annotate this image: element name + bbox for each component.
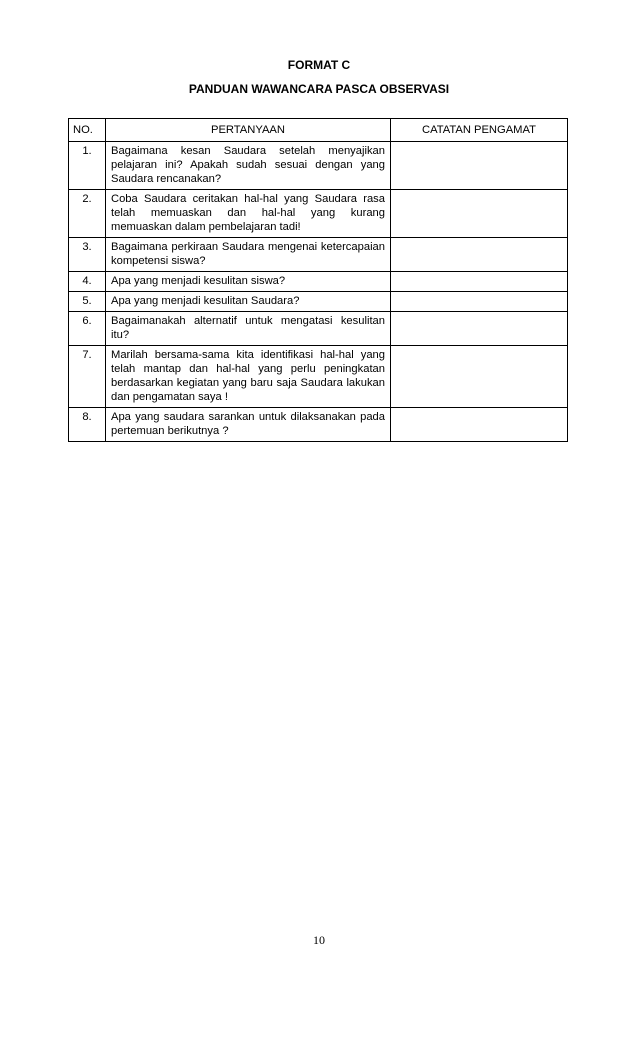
row-question: Apa yang saudara sarankan untuk dilaksanakan pada pertemuan berikutnya ? <box>106 408 391 442</box>
row-note[interactable] <box>391 346 568 408</box>
row-note[interactable] <box>391 312 568 346</box>
page-number: 10 <box>313 933 325 947</box>
row-note[interactable] <box>391 408 568 442</box>
row-number: 4. <box>69 272 106 292</box>
row-number: 7. <box>69 346 106 408</box>
row-number: 5. <box>69 292 106 312</box>
row-number: 1. <box>69 142 106 190</box>
row-note[interactable] <box>391 190 568 238</box>
header-pertanyaan: PERTANYAAN <box>106 119 391 142</box>
row-note[interactable] <box>391 292 568 312</box>
format-label: FORMAT C <box>287 58 351 72</box>
table-row <box>69 272 568 292</box>
row-number: 8. <box>69 408 106 442</box>
row-question: Apa yang menjadi kesulitan siswa? <box>106 272 391 292</box>
header-no: NO. <box>69 119 106 142</box>
table-row <box>69 190 568 238</box>
row-question: Bagaimanakah alternatif untuk mengatasi kesulitan itu? <box>106 312 391 346</box>
row-question: Bagaimana kesan Saudara setelah menyajikan pelajaran ini? Apakah sudah sesuai dengan yang Saudara rencanakan? <box>106 142 391 190</box>
row-note[interactable] <box>391 272 568 292</box>
row-question: Apa yang menjadi kesulitan Saudara? <box>106 292 391 312</box>
table-row <box>69 238 568 272</box>
table-row <box>69 408 568 442</box>
row-number: 2. <box>69 190 106 238</box>
table-row <box>69 292 568 312</box>
table-row <box>69 312 568 346</box>
row-note[interactable] <box>391 238 568 272</box>
document-title: PANDUAN WAWANCARA PASCA OBSERVASI <box>188 82 450 96</box>
row-number: 6. <box>69 312 106 346</box>
header-catatan: CATATAN PENGAMAT <box>391 119 568 142</box>
table-row <box>69 142 568 190</box>
row-note[interactable] <box>391 142 568 190</box>
row-question: Bagaimana perkiraan Saudara mengenai ketercapaian kompetensi siswa? <box>106 238 391 272</box>
table-header-row <box>69 119 568 142</box>
row-number: 3. <box>69 238 106 272</box>
table-row <box>69 346 568 408</box>
interview-table <box>68 118 568 442</box>
row-question: Coba Saudara ceritakan hal-hal yang Saudara rasa telah memuaskan dan hal-hal yang kurang memuaskan dalam pembelajaran tadi! <box>106 190 391 238</box>
row-question: Marilah bersama-sama kita identifikasi hal-hal yang telah mantap dan hal-hal yang perlu peningkatan berdasarkan kegiatan yang baru saja Saudara lakukan dan pengamatan saya ! <box>106 346 391 408</box>
